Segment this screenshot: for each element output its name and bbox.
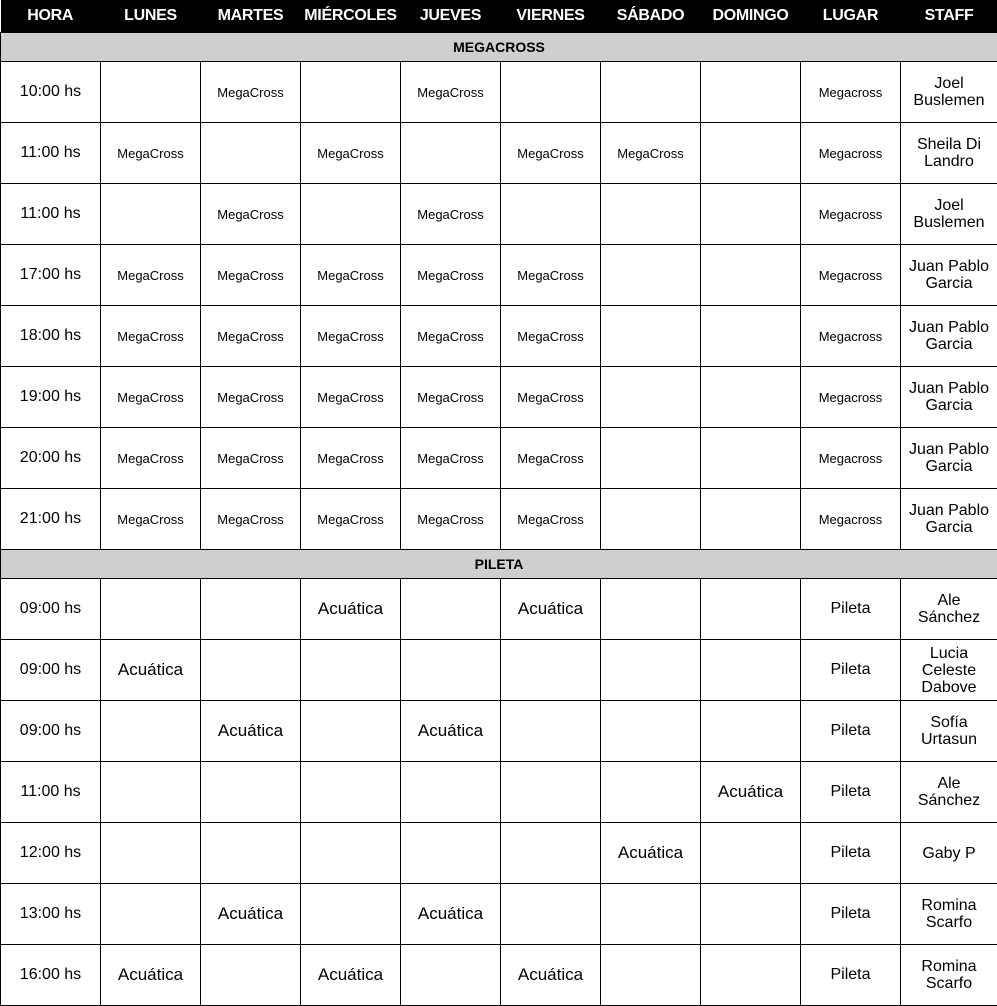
activity-cell-viernes: MegaCross bbox=[501, 306, 601, 367]
activity-cell-martes: Acuática bbox=[201, 884, 301, 945]
hora-cell: 11:00 hs bbox=[1, 184, 101, 245]
staff-cell bbox=[901, 245, 997, 306]
activity-cell-domingo bbox=[701, 579, 801, 640]
activity-cell-viernes: MegaCross bbox=[501, 123, 601, 184]
activity-cell-martes: MegaCross bbox=[201, 367, 301, 428]
activity-cell-viernes bbox=[501, 184, 601, 245]
column-header-lunes: LUNES bbox=[101, 0, 201, 33]
table-row bbox=[1, 489, 997, 550]
activity-cell-viernes bbox=[501, 823, 601, 884]
staff-cell bbox=[901, 62, 997, 123]
activity-cell-jueves: Acuática bbox=[401, 701, 501, 762]
activity-cell-jueves: MegaCross bbox=[401, 428, 501, 489]
activity-cell-miercoles: Acuática bbox=[301, 945, 401, 1006]
staff-cell bbox=[901, 579, 997, 640]
hora-cell: 12:00 hs bbox=[1, 823, 101, 884]
activity-cell-lunes: MegaCross bbox=[101, 428, 201, 489]
activity-cell-sabado bbox=[601, 762, 701, 823]
activity-cell-martes bbox=[201, 123, 301, 184]
staff-name-line: Garcia bbox=[901, 519, 997, 536]
activity-cell-sabado bbox=[601, 640, 701, 701]
staff-cell bbox=[901, 945, 997, 1006]
lugar-cell: Megacross bbox=[801, 123, 901, 184]
lugar-cell: Megacross bbox=[801, 367, 901, 428]
activity-cell-lunes bbox=[101, 701, 201, 762]
hora-cell: 13:00 hs bbox=[1, 884, 101, 945]
activity-cell-lunes bbox=[101, 884, 201, 945]
activity-cell-domingo bbox=[701, 640, 801, 701]
activity-cell-domingo bbox=[701, 823, 801, 884]
column-header-jueves: JUEVES bbox=[401, 0, 501, 33]
activity-cell-jueves: MegaCross bbox=[401, 367, 501, 428]
staff-name-line: Scarfo bbox=[901, 975, 997, 992]
staff-name-line: Garcia bbox=[901, 336, 997, 353]
lugar-cell: Megacross bbox=[801, 489, 901, 550]
hora-cell: 17:00 hs bbox=[1, 245, 101, 306]
hora-cell: 10:00 hs bbox=[1, 62, 101, 123]
staff-name-line: Dabove bbox=[901, 679, 997, 696]
section-title: MEGACROSS bbox=[1, 33, 997, 62]
activity-cell-miercoles bbox=[301, 184, 401, 245]
table-row bbox=[1, 62, 997, 123]
table-row bbox=[1, 579, 997, 640]
activity-cell-lunes: MegaCross bbox=[101, 367, 201, 428]
column-header-miercoles: MIÉRCOLES bbox=[301, 0, 401, 33]
activity-cell-martes: MegaCross bbox=[201, 428, 301, 489]
activity-cell-viernes: MegaCross bbox=[501, 367, 601, 428]
staff-name-line: Sánchez bbox=[901, 609, 997, 626]
section-row-megacross bbox=[1, 33, 997, 62]
lugar-cell: Pileta bbox=[801, 762, 901, 823]
column-header-martes: MARTES bbox=[201, 0, 301, 33]
lugar-cell: Pileta bbox=[801, 579, 901, 640]
staff-name-line: Sánchez bbox=[901, 792, 997, 809]
activity-cell-jueves bbox=[401, 762, 501, 823]
activity-cell-martes: MegaCross bbox=[201, 184, 301, 245]
staff-name-line: Joel bbox=[901, 75, 997, 92]
hora-cell: 19:00 hs bbox=[1, 367, 101, 428]
staff-name-line: Lucia bbox=[901, 645, 997, 662]
column-header-sabado: SÁBADO bbox=[601, 0, 701, 33]
staff-cell bbox=[901, 428, 997, 489]
activity-cell-lunes: MegaCross bbox=[101, 245, 201, 306]
staff-name-line: Juan Pablo bbox=[901, 319, 997, 336]
table-row bbox=[1, 306, 997, 367]
table-row bbox=[1, 945, 997, 1006]
table-header bbox=[1, 0, 997, 33]
activity-cell-miercoles bbox=[301, 62, 401, 123]
activity-cell-jueves: MegaCross bbox=[401, 489, 501, 550]
activity-cell-jueves: MegaCross bbox=[401, 306, 501, 367]
activity-cell-miercoles: MegaCross bbox=[301, 306, 401, 367]
table-row bbox=[1, 701, 997, 762]
staff-name-line: Juan Pablo bbox=[901, 258, 997, 275]
activity-cell-domingo: Acuática bbox=[701, 762, 801, 823]
activity-cell-jueves bbox=[401, 579, 501, 640]
activity-cell-jueves bbox=[401, 823, 501, 884]
table-body bbox=[1, 33, 997, 1006]
activity-cell-domingo bbox=[701, 62, 801, 123]
activity-cell-miercoles: MegaCross bbox=[301, 123, 401, 184]
lugar-cell: Megacross bbox=[801, 245, 901, 306]
staff-name-line: Buslemen bbox=[901, 92, 997, 109]
column-header-viernes: VIERNES bbox=[501, 0, 601, 33]
activity-cell-lunes: Acuática bbox=[101, 640, 201, 701]
activity-cell-lunes: MegaCross bbox=[101, 123, 201, 184]
activity-cell-martes bbox=[201, 640, 301, 701]
activity-cell-sabado bbox=[601, 884, 701, 945]
staff-name-line: Gaby P bbox=[901, 845, 997, 862]
activity-cell-miercoles bbox=[301, 823, 401, 884]
column-header-domingo: DOMINGO bbox=[701, 0, 801, 33]
table-row bbox=[1, 123, 997, 184]
staff-cell bbox=[901, 884, 997, 945]
activity-cell-domingo bbox=[701, 123, 801, 184]
activity-cell-jueves bbox=[401, 123, 501, 184]
activity-cell-sabado bbox=[601, 701, 701, 762]
activity-cell-jueves bbox=[401, 945, 501, 1006]
activity-cell-sabado: MegaCross bbox=[601, 123, 701, 184]
activity-cell-sabado bbox=[601, 945, 701, 1006]
activity-cell-jueves: Acuática bbox=[401, 884, 501, 945]
activity-cell-martes bbox=[201, 579, 301, 640]
staff-name-line: Juan Pablo bbox=[901, 380, 997, 397]
activity-cell-domingo bbox=[701, 489, 801, 550]
activity-cell-lunes bbox=[101, 62, 201, 123]
activity-cell-viernes bbox=[501, 62, 601, 123]
lugar-cell: Pileta bbox=[801, 640, 901, 701]
activity-cell-sabado bbox=[601, 245, 701, 306]
activity-cell-lunes bbox=[101, 579, 201, 640]
activity-cell-martes: MegaCross bbox=[201, 489, 301, 550]
staff-cell bbox=[901, 762, 997, 823]
table-row bbox=[1, 823, 997, 884]
table-row bbox=[1, 184, 997, 245]
activity-cell-sabado bbox=[601, 428, 701, 489]
lugar-cell: Pileta bbox=[801, 945, 901, 1006]
staff-name-line: Sheila Di bbox=[901, 136, 997, 153]
activity-cell-sabado bbox=[601, 62, 701, 123]
staff-name-line: Joel bbox=[901, 197, 997, 214]
hora-cell: 11:00 hs bbox=[1, 762, 101, 823]
activity-cell-lunes bbox=[101, 762, 201, 823]
activity-cell-lunes bbox=[101, 184, 201, 245]
activity-cell-viernes: Acuática bbox=[501, 579, 601, 640]
activity-cell-sabado bbox=[601, 306, 701, 367]
activity-cell-lunes bbox=[101, 823, 201, 884]
table-row bbox=[1, 428, 997, 489]
hora-cell: 11:00 hs bbox=[1, 123, 101, 184]
staff-cell bbox=[901, 823, 997, 884]
staff-name-line: Buslemen bbox=[901, 214, 997, 231]
activity-cell-domingo bbox=[701, 367, 801, 428]
hora-cell: 09:00 hs bbox=[1, 701, 101, 762]
staff-name-line: Ale bbox=[901, 775, 997, 792]
activity-cell-martes: MegaCross bbox=[201, 62, 301, 123]
staff-name-line: Romina bbox=[901, 958, 997, 975]
staff-name-line: Romina bbox=[901, 897, 997, 914]
hora-cell: 16:00 hs bbox=[1, 945, 101, 1006]
lugar-cell: Pileta bbox=[801, 823, 901, 884]
activity-cell-jueves: MegaCross bbox=[401, 245, 501, 306]
staff-cell bbox=[901, 123, 997, 184]
lugar-cell: Megacross bbox=[801, 62, 901, 123]
activity-cell-lunes: MegaCross bbox=[101, 489, 201, 550]
hora-cell: 09:00 hs bbox=[1, 579, 101, 640]
activity-cell-viernes bbox=[501, 762, 601, 823]
activity-cell-lunes: Acuática bbox=[101, 945, 201, 1006]
staff-cell bbox=[901, 640, 997, 701]
activity-cell-viernes: MegaCross bbox=[501, 428, 601, 489]
activity-cell-domingo bbox=[701, 884, 801, 945]
activity-cell-lunes: MegaCross bbox=[101, 306, 201, 367]
staff-name-line: Garcia bbox=[901, 397, 997, 414]
staff-name-line: Garcia bbox=[901, 275, 997, 292]
activity-cell-martes bbox=[201, 945, 301, 1006]
staff-cell bbox=[901, 306, 997, 367]
column-header-hora: HORA bbox=[1, 0, 101, 33]
section-row-pileta bbox=[1, 550, 997, 579]
activity-cell-jueves: MegaCross bbox=[401, 184, 501, 245]
activity-cell-martes: Acuática bbox=[201, 701, 301, 762]
activity-cell-sabado bbox=[601, 184, 701, 245]
staff-cell bbox=[901, 701, 997, 762]
table-row bbox=[1, 367, 997, 428]
activity-cell-sabado: Acuática bbox=[601, 823, 701, 884]
activity-cell-martes: MegaCross bbox=[201, 306, 301, 367]
staff-cell bbox=[901, 367, 997, 428]
column-header-lugar: LUGAR bbox=[801, 0, 901, 33]
lugar-cell: Pileta bbox=[801, 884, 901, 945]
staff-cell bbox=[901, 489, 997, 550]
activity-cell-viernes bbox=[501, 701, 601, 762]
section-title: PILETA bbox=[1, 550, 997, 579]
staff-name-line: Urtasun bbox=[901, 731, 997, 748]
activity-cell-miercoles: MegaCross bbox=[301, 489, 401, 550]
activity-cell-jueves: MegaCross bbox=[401, 62, 501, 123]
staff-name-line: Scarfo bbox=[901, 914, 997, 931]
activity-cell-domingo bbox=[701, 701, 801, 762]
table-row bbox=[1, 762, 997, 823]
activity-cell-miercoles bbox=[301, 701, 401, 762]
activity-cell-domingo bbox=[701, 245, 801, 306]
activity-cell-miercoles bbox=[301, 640, 401, 701]
staff-name-line: Garcia bbox=[901, 458, 997, 475]
staff-name-line: Landro bbox=[901, 153, 997, 170]
staff-name-line: Juan Pablo bbox=[901, 441, 997, 458]
table-row bbox=[1, 245, 997, 306]
staff-name-line: Ale bbox=[901, 592, 997, 609]
table-row bbox=[1, 884, 997, 945]
activity-cell-domingo bbox=[701, 945, 801, 1006]
staff-name-line: Sofía bbox=[901, 714, 997, 731]
lugar-cell: Megacross bbox=[801, 306, 901, 367]
activity-cell-martes bbox=[201, 762, 301, 823]
activity-cell-martes bbox=[201, 823, 301, 884]
table-row bbox=[1, 640, 997, 701]
activity-cell-jueves bbox=[401, 640, 501, 701]
activity-cell-miercoles: MegaCross bbox=[301, 428, 401, 489]
header-row bbox=[1, 0, 997, 33]
staff-cell bbox=[901, 184, 997, 245]
activity-cell-miercoles bbox=[301, 884, 401, 945]
activity-cell-viernes: MegaCross bbox=[501, 245, 601, 306]
activity-cell-viernes: Acuática bbox=[501, 945, 601, 1006]
activity-cell-sabado bbox=[601, 367, 701, 428]
activity-cell-miercoles: MegaCross bbox=[301, 367, 401, 428]
activity-cell-martes: MegaCross bbox=[201, 245, 301, 306]
activity-cell-viernes: MegaCross bbox=[501, 489, 601, 550]
activity-cell-domingo bbox=[701, 306, 801, 367]
activity-cell-miercoles: Acuática bbox=[301, 579, 401, 640]
lugar-cell: Pileta bbox=[801, 701, 901, 762]
activity-cell-miercoles: MegaCross bbox=[301, 245, 401, 306]
staff-name-line: Juan Pablo bbox=[901, 502, 997, 519]
lugar-cell: Megacross bbox=[801, 428, 901, 489]
staff-name-line: Celeste bbox=[901, 662, 997, 679]
activity-cell-sabado bbox=[601, 489, 701, 550]
hora-cell: 18:00 hs bbox=[1, 306, 101, 367]
hora-cell: 09:00 hs bbox=[1, 640, 101, 701]
activity-cell-domingo bbox=[701, 428, 801, 489]
column-header-staff: STAFF bbox=[901, 0, 997, 33]
lugar-cell: Megacross bbox=[801, 184, 901, 245]
hora-cell: 20:00 hs bbox=[1, 428, 101, 489]
activity-cell-viernes bbox=[501, 884, 601, 945]
activity-cell-domingo bbox=[701, 184, 801, 245]
activity-cell-miercoles bbox=[301, 762, 401, 823]
hora-cell: 21:00 hs bbox=[1, 489, 101, 550]
activity-cell-viernes bbox=[501, 640, 601, 701]
activity-cell-sabado bbox=[601, 579, 701, 640]
